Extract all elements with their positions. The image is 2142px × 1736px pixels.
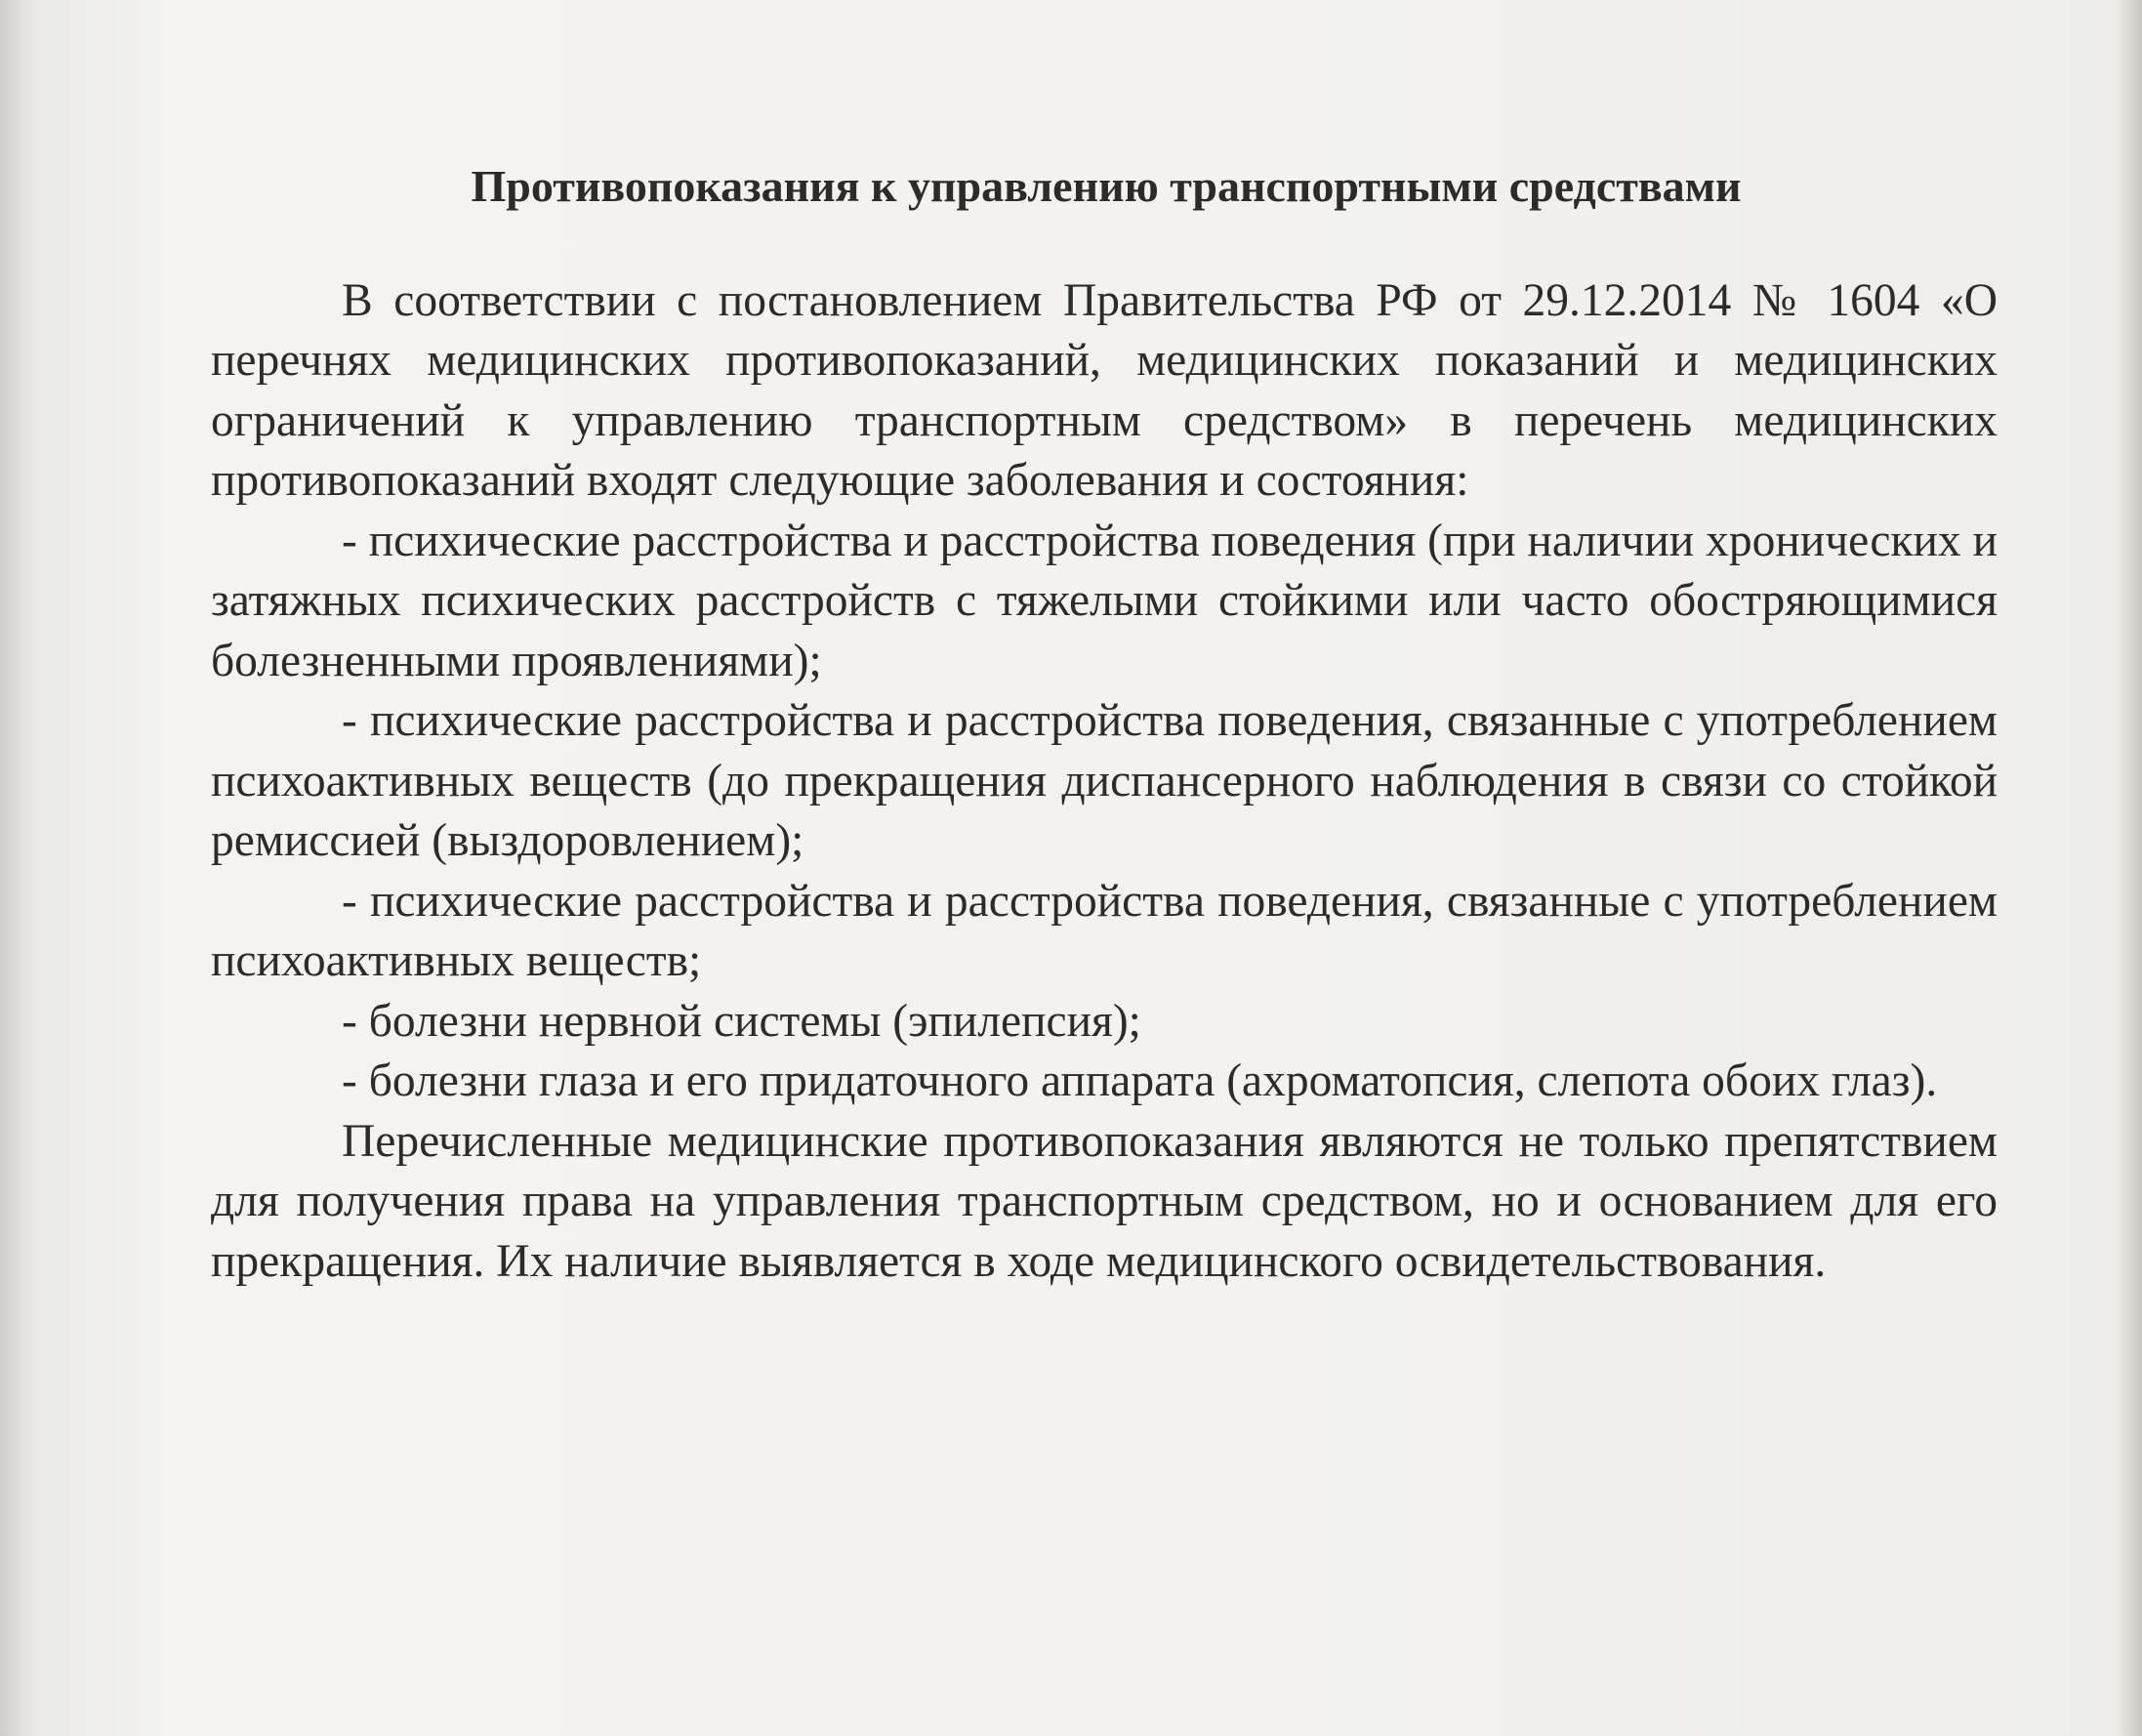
- document-sheet: [211, 156, 1998, 1292]
- contraindication-item: - психические расстройства и расстройства поведения (при наличии хронических и затяжных психических расстройств с тяжелыми стойкими или часто обостряющимися болезненными проявлениями);: [211, 515, 1998, 686]
- page-stack-edge-left: [0, 0, 39, 1736]
- document-title: Противопоказания к управлению транспортными средствами: [471, 161, 1742, 211]
- conclusion-paragraph: Перечисленные медицинские противопоказания являются не только препятствием для получения права на управления транспортным средством, но и основанием для его прекращения. Их наличие выявляется в ходе медицинского освидетельствования.: [211, 1115, 1998, 1287]
- contraindication-item: - психические расстройства и расстройства поведения, связанные с употреблением психоактивных веществ;: [211, 875, 1998, 986]
- contraindication-item: - психические расстройства и расстройства поведения, связанные с употреблением психоактивных веществ (до прекращения диспансерного наблюдения в связи со стойкой ремиссией (выздоровлением);: [211, 695, 1998, 866]
- contraindication-item: - болезни глаза и его придаточного аппарата (ахроматопсия, слепота обоих глаз).: [342, 1055, 1938, 1106]
- page-edge-right: [2117, 0, 2142, 1736]
- intro-paragraph: В соответствии с постановлением Правительства РФ от 29.12.2014 № 1604 «О перечнях медицинских противопоказаний, медицинских показаний и медицинских ограничений к управлению транспортным средством» в перечень медицинских противопоказаний входят следующие заболевания и состояния:: [211, 274, 1998, 506]
- contraindication-item: - болезни нервной системы (эпилепсия);: [342, 995, 1141, 1047]
